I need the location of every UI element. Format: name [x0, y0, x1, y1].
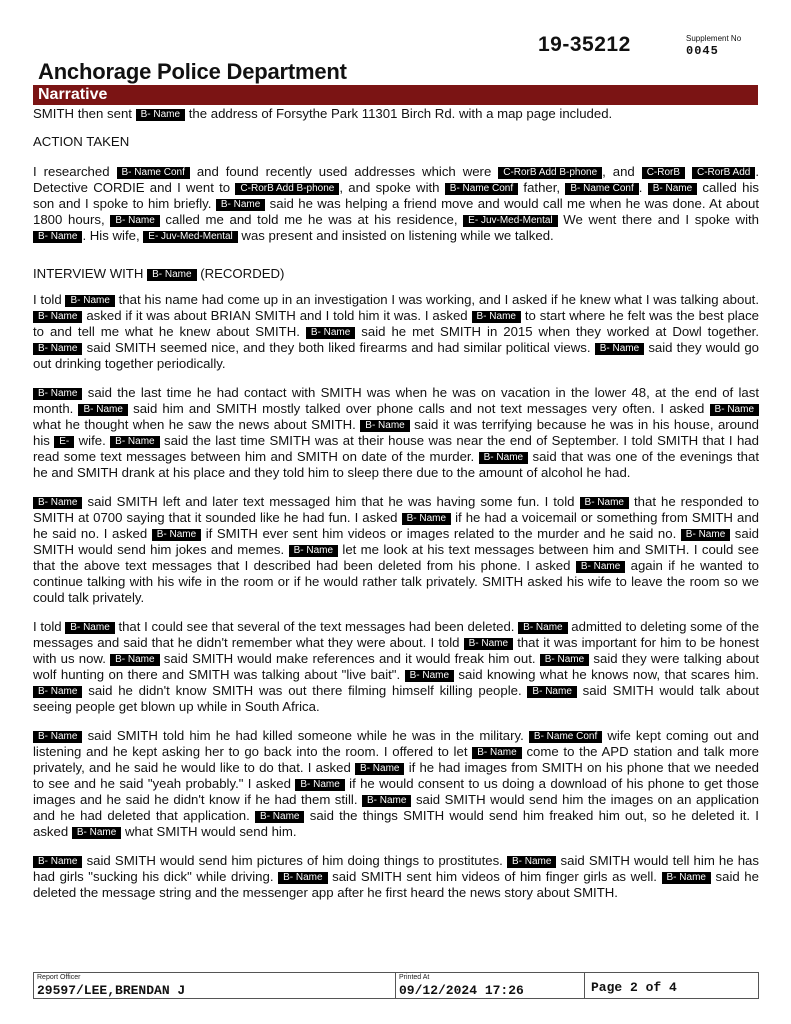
department-title: Anchorage Police Department [38, 59, 347, 84]
redaction: B- Name [518, 622, 567, 634]
interview-heading: INTERVIEW WITH B- Name (RECORDED) [33, 266, 285, 281]
redaction: B- Name [33, 343, 82, 355]
redaction: B- Name [278, 872, 327, 884]
redaction: B- Name [72, 827, 121, 839]
redaction: B- Name [576, 561, 625, 573]
redaction: B- Name [472, 311, 521, 323]
redaction: B- Name [295, 779, 344, 791]
redaction: B- Name [152, 529, 201, 541]
action-paragraph: I researched B- Name Conf and found recently used addresses which were C-RorB Add B-phone , and C-RorB C-RorB Add . Detective CORDIE and I went to C-RorB Add B-phone , and spoke with B- Name Conf father, B- Name Conf . B- Name called his son and I spoke to him briefly. B- Name said he was helping a friend move and would call me when he was done. At about 1800 hours, B- Name called me and told me he was at his residence, E- Juv-Med-Mental We went there and I spoke with B- Name . His wife, E- Juv-Med-Mental was present and insisted on listening while we talked. [33, 164, 760, 243]
section-title: Narrative [38, 86, 108, 103]
officer-value: 29597/LEE,BRENDAN J [37, 983, 186, 998]
interview-paragraph-3: B- Name said SMITH left and later text messaged him that he was having some fun. I told B- Name that he responded to SMITH at 0700 saying that it sounded like he had fun. I asked B- Name if he had a voicemail or something from SMITH and he said no. I asked B- Name if SMITH ever sent him videos or images related to the murder and he said no. B- Name said SMITH would send him jokes and memes. B- Name let me look at his text messages between him and SMITH. I could see that the above text messages that I described had been deleted from his phone. I asked B- Name again if he wanted to continue talking with his wife in the room or if he would rather talk privately. SMITH asked his wife to leave the room so we could talk privately. [33, 494, 760, 605]
redaction: B- Name [33, 731, 82, 743]
interview-paragraph-1: I told B- Name that his name had come up in an investigation I was working, and I asked if he knew what I was talking about. B- Name asked if it was about BRIAN SMITH and I told him it was. I asked B- Name to start where he felt was the best place to and tell me what he knew about SMITH. B- Name said he met SMITH in 2015 when they worked at Dowl together. B- Name said SMITH seemed nice, and they both liked firearms and had similar political views. B- Name said they would go out drinking together periodically. [33, 292, 759, 371]
redaction: B- Name [33, 856, 82, 868]
redaction: B- Name [289, 545, 338, 557]
redaction: B- Name [65, 622, 114, 634]
redaction: B- Name [110, 215, 159, 227]
redaction: B- Name [479, 452, 528, 464]
redaction: B- Name Conf [565, 183, 638, 195]
redaction: B- Name [355, 763, 404, 775]
redaction: B- Name [216, 199, 265, 211]
officer-label: Report Officer [37, 974, 81, 981]
printed-value: 09/12/2024 17:26 [399, 983, 524, 998]
redaction: C-RorB Add B-phone [498, 167, 602, 179]
redaction: E- [54, 436, 74, 448]
redaction: B- Name [33, 497, 82, 509]
redaction: B- Name [360, 420, 409, 432]
redaction: B- Name [33, 686, 82, 698]
redaction: B- Name [405, 670, 454, 682]
redaction: C-RorB [642, 167, 685, 179]
redaction: B- Name [580, 497, 629, 509]
redaction: B- Name [540, 654, 589, 666]
report-footer [33, 972, 759, 999]
page-number: Page 2 of 4 [591, 980, 677, 995]
redaction: C-RorB Add B-phone [235, 183, 339, 195]
footer-page-cell [585, 973, 758, 998]
intro-paragraph: SMITH then sent B- Name the address of Forsythe Park 11301 Birch Rd. with a map page included. [33, 106, 613, 121]
interview-paragraph-5: B- Name said SMITH told him he had killed someone while he was in the military. B- Name Conf wife kept coming out and listening and he kept asking her to go back into the room. I offered to let B- Name come to the APD station and talk more privately, and he said he would like to do that. I asked B- Name if he had images from SMITH on his phone that we needed to see and he said "yeah probably." I asked B- Name if he would consent to us doing a download of his phone to get those images and he said he didn't know if he had them still. B- Name said SMITH would send him the images on an application and he had deleted that application. B- Name said the things SMITH would send him freaked him out, so he deleted it. I asked B- Name what SMITH would send him. [33, 728, 760, 839]
supplement-number: 0045 [686, 44, 719, 58]
redaction: B- Name [681, 529, 730, 541]
redaction: B- Name [507, 856, 556, 868]
supplement-label: Supplement No [686, 34, 742, 43]
footer-officer-cell [34, 973, 396, 998]
redaction: B- Name Conf [529, 731, 602, 743]
redaction: B- Name [147, 269, 196, 281]
redaction: B- Name [78, 404, 127, 416]
redaction: B- Name [33, 311, 82, 323]
redaction: B- Name [402, 513, 451, 525]
redaction: B- Name [648, 183, 697, 195]
redaction: E- Juv-Med-Mental [463, 215, 557, 227]
footer-printed-cell [396, 973, 585, 998]
redaction: E- Juv-Med-Mental [143, 231, 237, 243]
action-taken-heading: ACTION TAKEN [33, 134, 130, 149]
interview-paragraph-4: I told B- Name that I could see that several of the text messages had been deleted. B- Name admitted to deleting some of the messages and said that he didn't remember what they were about. I told B- Name that it was important for him to be honest with us now. B- Name said SMITH would make references and it would freak him out. B- Name said they were talking about wolf hunting on there and SMITH was talking about "live bait". B- Name said knowing what he knows now, that scares him. B- Name said he didn't know SMITH was out there filming himself killing people. B- Name said SMITH would talk about seeing people get blown up while in South Africa. [33, 619, 760, 714]
redaction: B- Name [65, 295, 114, 307]
redaction: B- Name [362, 795, 411, 807]
redaction: B- Name [136, 109, 185, 121]
redaction: B- Name [255, 811, 304, 823]
redaction: B- Name [33, 231, 82, 243]
redaction: B- Name [110, 436, 159, 448]
redaction: C-RorB Add [692, 167, 755, 179]
section-band [33, 85, 758, 105]
redaction: B- Name [110, 654, 159, 666]
interview-paragraph-6: B- Name said SMITH would send him pictures of him doing things to prostitutes. B- Name said SMITH would tell him he has had girls "sucking his dick" while driving. B- Name said SMITH sent him videos of him finger girls as well. B- Name said he deleted the message string and the messenger app after he first heard the news story about SMITH. [33, 853, 759, 900]
case-number: 19-35212 [538, 33, 631, 56]
printed-label: Printed At [399, 974, 430, 981]
redaction: B- Name [33, 388, 82, 400]
redaction: B- Name [527, 686, 576, 698]
redaction: B- Name [472, 747, 521, 759]
redaction: B- Name Conf [117, 167, 190, 179]
interview-paragraph-2: B- Name said the last time he had contact with SMITH was when he was on vacation in the lower 48, at the end of last month. B- Name said him and SMITH mostly talked over phone calls and not text messages very often. I asked B- Name what he thought when he saw the news about SMITH. B- Name said it was terrifying because he was in his house, around his E- wife. B- Name said the last time SMITH was at their house was near the end of September. I told SMITH that I had read some text messages between him and SMITH on date of the murder. B- Name said that was one of the evenings that he and SMITH drank at his place and they told him to sleep there due to the amount of alcohol he had. [33, 385, 760, 480]
redaction: B- Name [595, 343, 644, 355]
redaction: B- Name [662, 872, 711, 884]
redaction: B- Name [710, 404, 759, 416]
redaction: B- Name [464, 638, 513, 650]
redaction: B- Name Conf [445, 183, 518, 195]
narrative-body [33, 106, 759, 914]
redaction: B- Name [306, 327, 355, 339]
